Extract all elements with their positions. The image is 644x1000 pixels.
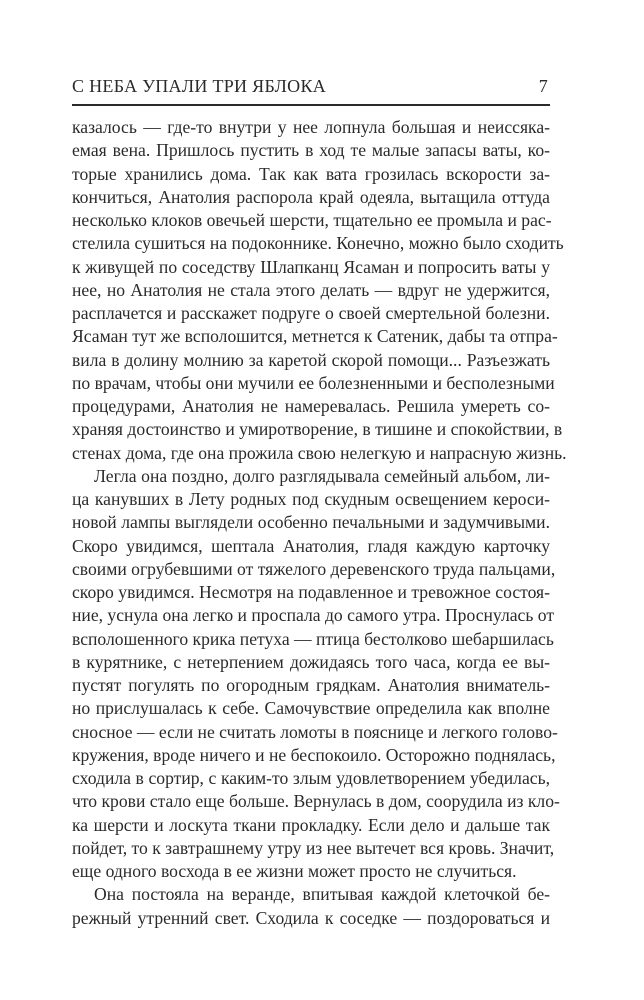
text-line: Она постояла на веранде, впитывая каждой клеточкой бе-: [94, 884, 550, 905]
text-line: процедурами, Анатолия не намеревалась. Решила умереть со-: [72, 396, 550, 416]
text-line: сносное — если не считать ломоты в пояснице и легкого голово-: [72, 721, 558, 742]
text-line: казалось — где-то внутри у нее лопнула большая и неиссяка-: [72, 117, 550, 137]
text-line: в курятнике, с нетерпением дожидаясь того часа, когда ее вы-: [72, 651, 550, 672]
text-line: стелила сушиться на подоконнике. Конечно, можно было сходить: [72, 233, 564, 254]
paragraph: [72, 116, 567, 465]
text-line: Легла она поздно, долго разглядывала семейный альбом, ли-: [94, 465, 550, 486]
text-line: к живущей по соседству Шлапканц Ясаман и попросить ваты у: [72, 256, 550, 277]
text-line: еще одного восхода в ее жизни может просто не случиться.: [72, 861, 517, 881]
text-line: несколько клоков овечьей шерсти, тщательно ее промыла и рас-: [72, 210, 552, 230]
text-line: всполошенного крика петуха — птица бестолково шебаршилась: [72, 628, 554, 649]
text-line: ние, уснула она легко и проспала до самого утра. Проснулась от: [72, 605, 555, 626]
text-line: Ясаман тут же всполошится, метнется к Сатеник, дабы та отпра-: [72, 326, 558, 347]
text-line: вила в долину молнию за каретой скорой помощи... Разъезжать: [72, 349, 550, 370]
text-line: сходила в сортир, с каким-то злым удовлетворением убедилась,: [72, 768, 550, 788]
text-line: расплачется и расскажет подруге о своей смертельной болезни.: [72, 303, 550, 323]
paragraph: [72, 883, 550, 930]
running-header: [72, 76, 550, 102]
text-line: Скоро увидимся, шептала Анатолия, гладя каждую карточку: [72, 535, 550, 556]
page-number: 7: [538, 76, 548, 96]
header-rule: [72, 104, 550, 106]
text-line: стенах дома, где она прожила свою нелегкую и напрасную жизнь.: [72, 442, 567, 463]
text-line: пойдет, то к завтрашнему утру из нее вытечет вся кровь. Значит,: [72, 837, 555, 858]
text-line: храняя достоинство и умиротворение, в тишине и спокойствии, в: [72, 419, 563, 440]
text-line: режный утренний свет. Сходила к соседке — поздороваться и: [72, 907, 550, 928]
text-line: кружения, вроде ничего и не беспокоило. Осторожно поднялась,: [72, 744, 556, 765]
text-line: торые хранились дома. Так как вата грозилась вскорости за-: [72, 163, 550, 184]
text-line: емая вена. Пришлось пустить в ход те малые запасы ваты, ко-: [72, 140, 550, 161]
running-title: С НЕБА УПАЛИ ТРИ ЯБЛОКА: [72, 76, 327, 96]
text-line: но прислушалась к себе. Самочувствие определила как вполне: [72, 698, 550, 719]
paragraph: [72, 465, 560, 884]
text-line: ца канувших в Лету родных под скудным освещением кероси-: [72, 489, 550, 509]
text-line: нее, но Анатолия не стала этого делать — вдруг не удержится,: [72, 279, 550, 300]
text-line: кончиться, Анатолия распорола край одеяла, вытащила оттуда: [72, 186, 550, 207]
text-line: новой лампы выглядели особенно печальными и задумчивыми.: [72, 512, 550, 533]
text-line: скоро увидимся. Несмотря на подавленное и тревожное состоя-: [72, 582, 550, 602]
text-line: ка шерсти и лоскута ткани прокладку. Если дело и дальше так: [72, 814, 550, 835]
text-line: по врачам, чтобы они мучили ее болезненными и бесполезными: [72, 372, 555, 393]
text-line: что крови стало еще больше. Вернулась в дом, соорудила из кло-: [72, 791, 560, 812]
text-line: пустят погулять по огородным грядкам. Анатолия вниматель-: [72, 675, 550, 695]
text-line: своими огрубевшими от тяжелого деревенского труда пальцами,: [72, 558, 556, 579]
page-body: [72, 116, 567, 930]
